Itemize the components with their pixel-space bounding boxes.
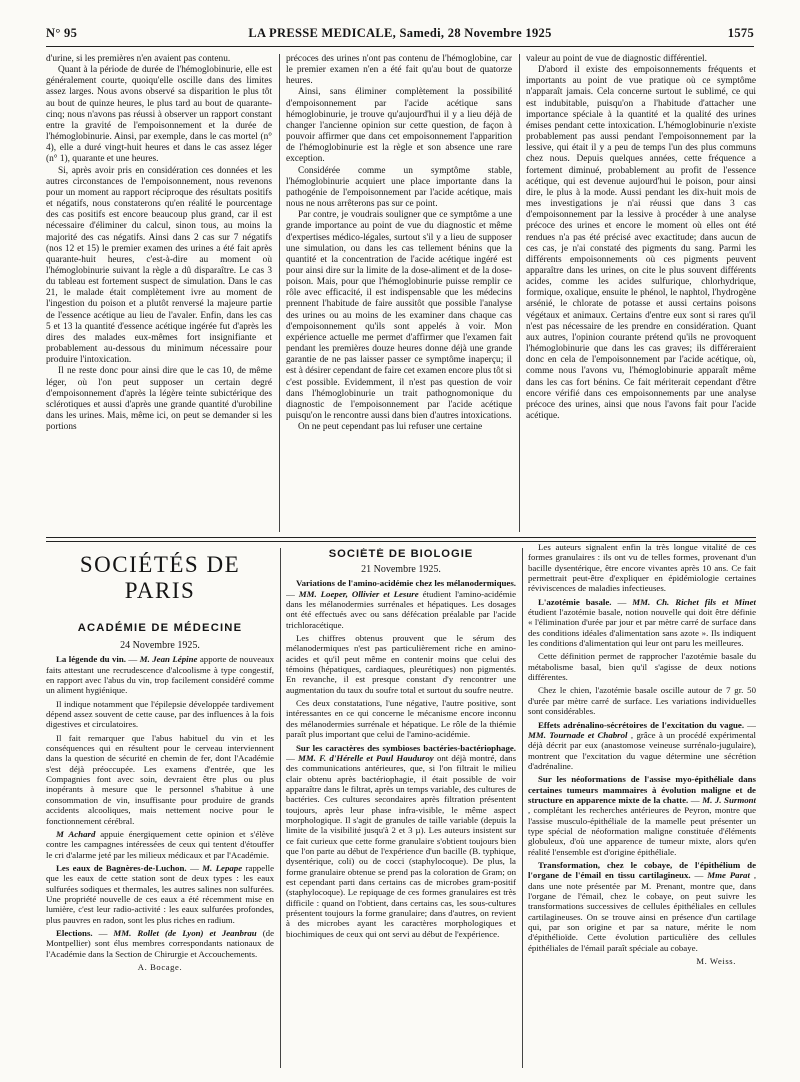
report-item: Transformation, chez le cobaye, de l'épithélium de l'organe de l'émail en tissu cartilagineux. — Mme Parat , dans une note présentée par M. Prenant, montre que, dans l'organe de l'émail, chez le cobaye, on peut suivre les transformations successives de cellules épithéliales en cellules cartilagineuses. On se trouve ainsi en présence d'un cartilage qui, par son origine et par sa nature, mérite le nom d'épithélioïde. Cette évolution particulière des cellules épithéliales de l'émail paraît spéciale au cobaye. [528, 859, 756, 953]
report-title: Effets adrénalino-sécrétoires de l'excitation du vague. [538, 719, 745, 730]
paragraph: Quant à la période de durée de l'hémoglobinurie, elle est généralement courte, quoiqu'elle oscille dans des limites assez larges. Nous avons observé sa disparition le plus tôt au bout de quinze heures, le plus tard au bout de quarante-cinq; nous n'avons pas réussi à observer un rapport constant entre la gravité de l'empoisonnement et la durée de l'hémoglobinurie. Ainsi, par exemple, dans le cas mortel (n° 4), elle a duré vingt-huit heures et dans le cas assez léger (n° 1), quarante et une heures. [46, 65, 272, 165]
report-title: Elections. [56, 927, 93, 938]
report-author: Mme Parat [707, 870, 750, 881]
report-text: Il indique notamment que l'épilepsie développée tardivement dépend assez souvent de cette cause, par des influences à la fois digestives et circulatoires. [46, 698, 274, 730]
report-text: ont déjà montré, dans des communications antérieures, que, si l'on filtrait le milieu clair obtenu après bactériophagie, il était possible de voir apparaître dans le filtrat, après un temps variable, des cultures de bactéries. Ces cultures secondaires après filtration présentent toujours, après leur phase infra-visible, le même aspect morphologique. Il s'agit de granules de taille variable (depuis la limite de la visibilité jusqu'à 2 et 3 µ). Les auteurs insistent sur ce fait curieux que cette forme granulaire s'obtient toujours bien que l'on parte au début de l'expérience d'un bacille (B. typhique, dysentérique, coli) ou de cocci (staphylocoque). De plus, la forme granulaire obtenue se prend pas la coloration de Gram; on est cependant parti dans certains cas de microbes gram-positif (staphylocoque). Le repiquage de ces formes granulaires est très difficile : quand on l'obtient, dans certains cas, les sous-cultures présentent toujours la forme granulaire; dans d'autres, on revient à des microbes ayant les caractères morphologiques et biochimiques de ceux qui ont servi au début de l'expérience. [286, 752, 516, 939]
report-text: Les auteurs signalent enfin la très longue vitalité de ces formes granulaires : ils ont vu de telles formes, provenant d'un bacille dysentérique, être encore vivantes après 10 ans. Ce fait permettrait peut-être d'expliquer en épidémiologie certaines réviviscences de maladies infectieuses. [528, 542, 756, 594]
paragraph: valeur au point de vue de diagnostic différentiel. [526, 54, 707, 64]
report-author: MM. Loeper, Ollivier et Lesure [298, 588, 419, 599]
report-item [286, 633, 516, 695]
paragraph: Si, après avoir pris en considération ces données et les autres circonstances de l'empoisonnement, nous revenons pour un moment au rapport réciproque des résultats positifs et négatifs, nous constaterons qu'en réalité le pourcentage des cas positifs est encore beaucoup plus grand, car il est nécessaire d'éliminer du calcul, sinon tous, au moins la majorité des cas négatifs. Ainsi dans 2 cas sur 7 négatifs (nos 12 et 15) le premier examen des urines a été fait après quarante-huit heures, c'est-à-dire au moment où l'hémoglobinurie suivant la règle a dû disparaître. Le cas 3 du tableau est fortement suspect de simulation. Dans le cas 21, le malade était complètement ivre au moment de l'ingestion du poison et a plutôt renversé la majeure partie de l'essence acétique au lieu de l'avaler. Enfin, dans les cas 5 et 13 la quantité d'essence acétique ingérée fut d'après les dires des malades eux-mêmes fort insignifiante et probablement au-dessous du minimum nécessaire pour produire l'intoxication. [46, 165, 272, 366]
report-title: Transformation, chez le cobaye, de l'épithélium de l'organe de l'émail en tissu cartilagineux. [528, 859, 756, 881]
report-item: L'azotémie basale. — MM. Ch. Richet fils et Minet étudient l'azotémie basale, notion nouvelle qui doit être définie « l'élimination d'urée par jour et par mètre carré de surface dans des conditions idéales d'alimentation sans azote ». Ils indiquent les conditions d'alimentation qui leur ont paru les meilleures. [528, 596, 756, 649]
report-title: Sur les caractères des symbioses bactéries-bactériophage. [296, 742, 516, 753]
report-author: MM. Rollet (de Lyon) et Jeanbrau [113, 927, 257, 938]
report-item [46, 699, 274, 730]
report-author: M. J. Surmont [702, 794, 756, 805]
report-author: MM. Ch. Richet fils et Minet [632, 596, 756, 607]
societes-column-3 [528, 542, 756, 1068]
report-list [286, 578, 516, 939]
report-item [528, 651, 756, 682]
paragraph: On ne peut cependant pas lui refuser une certaine [298, 422, 483, 433]
societes-column-2 [286, 548, 516, 1068]
report-text: apporte de nouveaux faits attestant une recrudescence d'alcoolisme à type congestif, en rapport avec l'abus du vin, trop facilement considéré comme un aliment hygiénique. [46, 654, 274, 696]
signature: M. Weiss. [696, 956, 736, 967]
column-divider [279, 54, 280, 532]
report-text: rappelle que les eaux de cette station sont de deux types : les eaux sulfurées sodiques et thermales, les autres salines non sulfurées. Une propriété nouvelle de ces eaux a été récemment mise en lumière, c'est leur radio-activité : les eaux sulfurées profondes, plus pauvres en radon, sont les plus riches en radium. [46, 862, 274, 925]
section-divider [46, 537, 756, 538]
paragraph: D'abord il existe des empoisonnements fréquents et importants au point de vue pratique où ce symptôme n'apparaît jamais. Cela concerne surtout le sublimé, ce qui est indubitable, puisqu'on a l'habitude d'attacher une importance spéciale à la quantité et la qualité des urines émises pendant cette intoxication. L'hémoglobinurie n'existe probablement pas aussi pendant l'empoisonnement par la lessive, qui était il y a peu de temps l'un des plus communs chez nous. Depuis quelques années, cette fréquence a fortement diminué, probablement au profit de l'essence acétique, qui est devenue aujourd'hui le poison, pour ainsi dire, le plus à la mode. Aussi pendant les dix-huit mois de mes investigations je n'ai réussi que dans 3 cas d'empoisonnement par la lessive à procéder à une analyse précoce des urines et encore le moment où elles ont été rendues n'a pas été précisé avec exactitude; dans aucun de ces cas, je n'ai constaté des pigments du sang. Parmi les différents empoisonnements où ces pigments peuvent apparaître dans les urines, on cite le plus souvent différents acides, comme les acides sulfurique, chlorhydrique, formique, oxalique, ensuite le phénol, le naphtol, l'hydrogène arsénié, le chlorate de potasse et aussi certains poisons végétaux et animaux. Certains d'entre eux sont si rares qu'il n'est pas nécessaire de les prendre en considération. Quant aux autres, l'opinion courante prétend qu'ils ne provoquent l'hémoglobinurie que dans les cas graves; ils différeraient donc en cela de l'empoisonnement par l'acide acétique, où, comme nous l'avons vu, l'hémoglobinurie apparaît même dans les cas fort bénins. Ce fait mériterait cependant d'être encore vérifié dans ces empoisonnements par une analyse précoce des urines, ainsi que nous l'avons fait pour l'acide acétique. [526, 65, 756, 421]
report-item [528, 685, 756, 716]
signature: A. Bocage. [137, 961, 183, 972]
paragraph: d'urine, si les premières n'en avaient pas contenu. [46, 54, 231, 64]
report-text: Les chiffres obtenus prouvent que le sérum des mélanodermiques n'est pas particulièrement riche en amino-acides et qu'il peut même en contenir moins que celui des témoins (hépatiques, cardiaques, pleurétiques) non pigmentés. En revanche, il est presque constant d'y rencontrer une augmentation du taux du soufre total et surtout du soufre neutre. [286, 633, 516, 695]
report-text: , grâce à un procédé expérimental déjà décrit par eux (anastomose veineuse surrénalo-jugulaire), montrent que l'excitation du vague détermine une sécrétion d'adrénaline. [528, 729, 756, 771]
report-text: Cette définition permet de rapprocher l'azotémie basale du métabolisme basal, bien qu'il s'agisse de deux notions différentes. [528, 651, 756, 683]
report-item [46, 733, 274, 826]
report-item: Sur les néoformations de l'assise myo-épithéliale dans certaines tumeurs mammaires à évolution maligne et de structure en apparence mixte de la chatte. — M. J. Surmont , complétant les recherches antérieures de Peyron, montre que l'assise musculo-épithéliale de la mamelle peut présenter un type spécial de néoformation maligne constituée d'éléments globuleux, d'où une apparence de tumeur mixte, alors qu'en réalité l'ensemble est d'origine épithéliale. [528, 774, 756, 857]
report-list [46, 654, 274, 959]
article-column-2 [286, 54, 512, 532]
newspaper-title: LA PRESSE MEDICALE, Samedi, 28 Novembre 1925 [248, 26, 552, 40]
column-divider [280, 548, 281, 1068]
report-author: M. Jean Lépine [139, 654, 198, 665]
report-text: étudient l'azotémie basale, notion nouvelle qui doit être définie « l'élimination d'urée par jour et par mètre carré de surface dans des conditions idéales d'alimentation sans azote ». Ils indiquent les conditions d'alimentation qui leur ont paru les meilleures. [528, 607, 756, 649]
report-text: (de Montpellier) sont élus membres correspondants nationaux de l'Académie dans la Section de Chirurgie et Accouchements. [46, 927, 274, 959]
page-number: 1575 [727, 26, 754, 40]
report-item [528, 542, 756, 594]
session-date: 21 Novembre 1925. [361, 564, 441, 575]
report-title: Sur les néoformations de l'assise myo-épithéliale dans certaines tumeurs mammaires à évolution maligne et de structure en apparence mixte de la chatte. [528, 774, 756, 805]
report-text: , complétant les recherches antérieures de Peyron, montre que l'assise musculo-épithéliale de la mamelle peut présenter un type spécial de néoformation maligne constituée d'éléments globuleux, d'où une apparence de tumeur mixte, alors qu'en réalité l'ensemble est d'origine épithéliale. [528, 805, 756, 857]
article-column-1 [46, 54, 272, 532]
article-column-3 [526, 54, 756, 532]
report-title: L'azotémie basale. [538, 596, 612, 607]
report-author: M. Lepape [202, 862, 243, 873]
report-item [46, 829, 274, 860]
societes-column-1 [46, 548, 274, 1068]
paragraph: Il ne reste donc pour ainsi dire que le cas 10, de même léger, où l'on peut supposer un certain degré d'empoisonnement d'après la légère teinte subictérique des sclérotiques et aussi d'après une grande quantité d'urobiline dans les urines. Mais, même ici, on peut se demander si les portions [46, 366, 272, 433]
paragraph: Par contre, je voudrais souligner que ce symptôme a une grande importance au point de vue du diagnostic et même d'expertises médico-légales, surtout s'il y a lieu de supposer une simulation, ou dans les cas tellement bénins que la quantité et la concentration de l'acide acétique ingéré est pour ainsi dire sur la limite de la dose-aliment et de la dose-poison. Mais, pour que l'hémoglobinurie puisse remplir ce rôle avec efficacité, il est indispensable que les médecins prennent l'habitude de faire aussitôt que possible l'analyse des urines ou au moins de les examiner dans chaque cas d'empoisonnement qu'ils sont appelés à voir. Mon expérience actuelle me permet d'affirmer que l'examen fait pendant les premières douze heures donne déjà une grande garantie de ne pas laisser passer ce symptôme inaperçu; il est à désirer cependant de faire cet examen encore plus tôt si c'est possible. Evidemment, il n'est pas question de voir dans l'hémoglobinurie un trait pathognomonique du diagnostic de l'empoisonnement par l'acide acétique puisqu'on le rencontre aussi dans bien d'autres intoxications. [286, 210, 512, 421]
report-text: Il fait remarquer que l'abus habituel du vin et les conséquences qui en résultent pour le cerveau interviennent dans la question de sécurité en chemin de fer, dont l'Académie s'est déjà préoccupée. Les examens d'entrée, que les Compagnies font avec soin, devraient être plus ou plus inopérants à mesure que le personnel s'habitue à une consommation de vin, insuffisante pour produire de grands accidents alcooliques, mais nettement nocive pour le fonctionnement cérébral. [46, 732, 274, 826]
report-title: Variations de l'amino-acidémie chez les mélanodermiques. [296, 578, 516, 589]
masthead [46, 24, 754, 47]
academy-heading: ACADÉMIE DE MÉDECINE [77, 622, 243, 634]
report-item: Effets adrénalino-sécrétoires de l'excitation du vague. — MM. Tournade et Chabrol , grâce à un procédé expérimental déjà décrit par eux (anastomose veineuse surrénalo-jugulaire), montrent que l'excitation du vague détermine une sécrétion d'adrénaline. [528, 719, 756, 771]
session-date: 24 Novembre 1925. [120, 640, 200, 651]
report-item: Variations de l'amino-acidémie chez les mélanodermiques. — MM. Loeper, Ollivier et Lesure étudient l'amino-acidémie dans les mélanodermies surrénales et hépatiques. Les dosages ont été effectués avec ou sans défécation préalable par l'acide trichloracétique. [286, 578, 516, 630]
report-item [286, 698, 516, 739]
report-item: Sur les caractères des symbioses bactéries-bactériophage. — MM. F. d'Hérelle et Paul Hauduroy ont déjà montré, dans des communications antérieures, que, si l'on filtrait le milieu clair obtenu après bactériophagie, il était possible de voir apparaître dans le filtrat, après un temps variable, des cultures de bactéries. Ces cultures secondaires après filtration présentent toujours, après leur phase infra-visible, le même aspect morphologique. Il s'agit de granules de taille variable (depuis la limite de la visibilité jusqu'à 2 et 3 µ). Les auteurs insistent sur ce fait curieux que cette forme granulaire s'obtient toujours bien que l'on parte au début de l'expérience d'un bacille (B. typhique, dysentérique, coli) ou de cocci (staphylocoque). De plus, la forme granulaire obtenue se prend pas la coloration de Gram; on est cependant parti dans certains cas de microbes gram-positif (staphylocoque). Le repiquage de ces formes granulaires est très difficile : quand on l'obtient, dans certains cas, les sous-cultures présentent toujours la forme granulaire; dans d'autres, on revient à des microbes ayant les caractères morphologiques et biochimiques de ceux qui ont servi au début de l'expérience. [286, 742, 516, 939]
paragraph: précoces des urines n'ont pas contenu de l'hémoglobine, car le premier examen n'en a été fait qu'au bout de quatorze heures. [286, 54, 512, 87]
report-author: MM. F. d'Hérelle et Paul Hauduroy [298, 752, 434, 763]
report-author: M Achard [56, 828, 96, 839]
society-heading: SOCIÉTÉ DE BIOLOGIE [328, 548, 474, 560]
report-title: La légende du vin. [56, 654, 126, 665]
paragraph: Ainsi, sans éliminer complètement la possibilité d'empoisonnement par l'acide acétique sans hémoglobinurie, je trouve qu'aujourd'hui il y a lieu déjà de changer l'ancienne opinion sur cette question, de façon à pouvoir affirmer que dans cet empoisonnement l'apparition de l'hémoglobinurie est la règle et son absence une rare exception. [286, 87, 512, 165]
report-text: Ces deux constatations, l'une négative, l'autre positive, sont intéressantes en ce qui concerne le mécanisme encore inconnu des mélanodermies surrénale et hépatique. Le rôle de la thiémie paraît plus important que celui de l'amino-acidémie. [286, 698, 516, 740]
report-text: étudient l'amino-acidémie dans les mélanodermies surrénales et hépatiques. Les dosages ont été effectués avec ou sans défécation préalable par l'acide trichloracétique. [286, 588, 516, 630]
report-item: Elections. — MM. Rollet (de Lyon) et Jeanbrau (de Montpellier) sont élus membres correspondants nationaux de l'Académie dans la Section de Chirurgie et Accouchements. [46, 927, 274, 959]
report-list [528, 542, 756, 953]
column-divider [522, 548, 523, 1068]
report-item: La légende du vin. — M. Jean Lépine apporte de nouveaux faits attestant une recrudescence d'alcoolisme à type congestif, en rapport avec l'abus du vin, trop facilement considéré comme un aliment hygiénique. [46, 654, 274, 696]
report-text: appuie énergiquement cette opinion et s'élève contre les campagnes intéressées de ceux qui tentent d'étouffer le cri d'alarme jeté par les milieux médicaux et par l'Académie. [46, 828, 274, 860]
section-heading: SOCIÉTÉS DE PARIS [79, 552, 241, 603]
report-text: , dans une note présentée par M. Prenant, montre que, dans l'organe de l'émail, chez le cobaye, on peut suivre les transformations successives de cellules épithéliales en cellules cartilagineuses. On se trouve ainsi en présence d'un cartilage qui, par son origine et par sa nature, mérite le nom d'épithélioïde. Cette évolution particulière des cellules épithéliales de l'émail paraît spéciale au cobaye. [528, 870, 756, 953]
report-author: MM. Tournade et Chabrol [528, 729, 628, 740]
report-text: Chez le chien, l'azotémie basale oscille autour de 7 gr. 50 d'urée par mètre carré de surface. Les variations individuelles sont considérables. [528, 685, 756, 717]
issue-number: N° 95 [46, 26, 78, 40]
column-divider [519, 54, 520, 532]
report-item: Les eaux de Bagnères-de-Luchon. — M. Lepape rappelle que les eaux de cette station sont de deux types : les eaux sulfurées sodiques et thermales, les autres salines non sulfurées. Une propriété nouvelle de ces eaux a été récemment mise en lumière, c'est leur radio-activité : les eaux sulfurées profondes, plus pauvres en radon, sont les plus riches en radium. [46, 862, 274, 925]
report-title: Les eaux de Bagnères-de-Luchon. [56, 862, 187, 873]
paragraph: Considérée comme un symptôme stable, l'hémoglobinurie acquiert une place importante dans la pathogénie de l'empoisonnement par l'acide acétique, mais nous ne nous arrêterons pas sur ce point. [286, 165, 512, 210]
